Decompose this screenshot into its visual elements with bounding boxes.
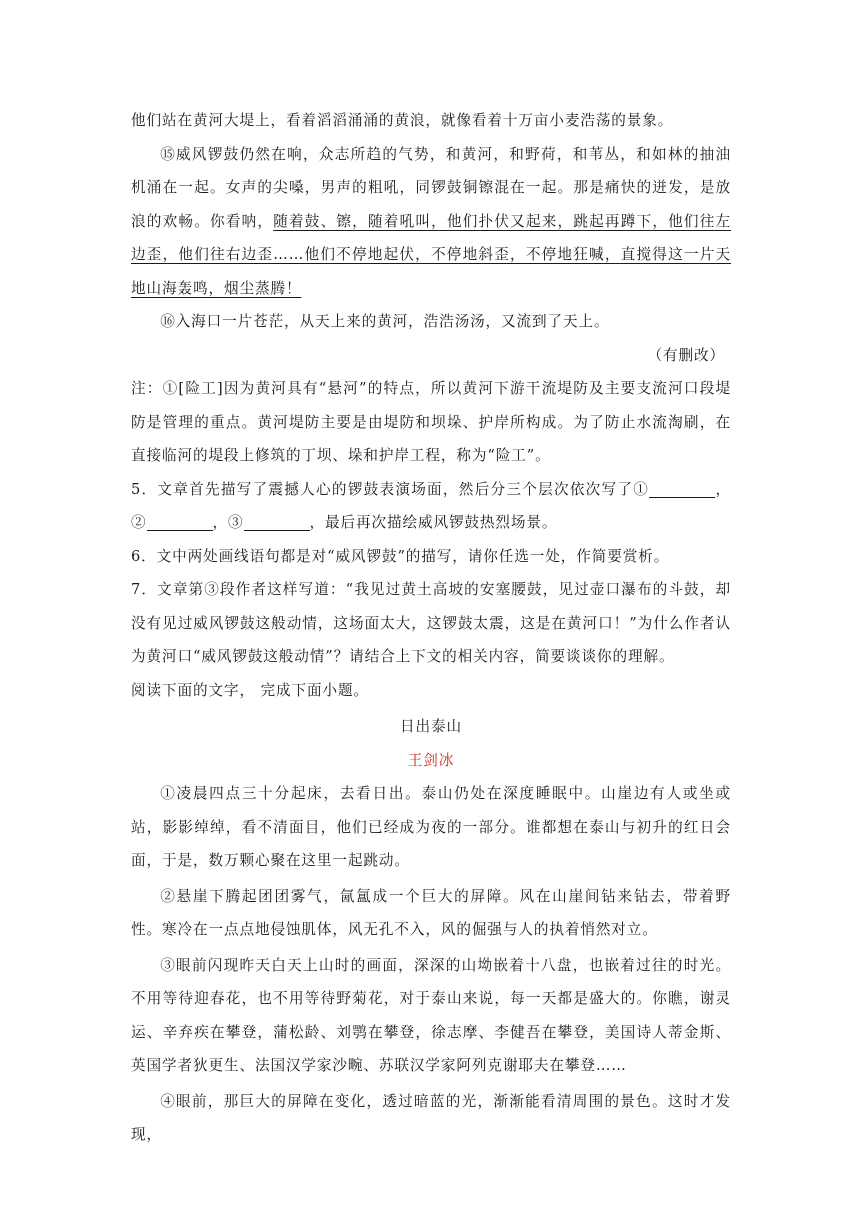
blank-marker-3: ③ (228, 514, 244, 531)
question-6: 6．文中两处画线语句都是对“威风锣鼓”的描写，请你任选一处，作简要赏析。 (131, 547, 670, 565)
question-5-text: 5．文章首先描写了震撼人心的锣鼓表演场面，然后分三个层次依次写了 (131, 480, 634, 498)
document-body (131, 104, 731, 1152)
passage2-paragraph-2: ②悬崖下腾起团团雾气，氤氲成一个巨大的屏障。风在山崖间钻来钻去，带着野性。寒冷在一点点地侵蚀肌体，风无孔不入，风的倔强与人的执着悄然对立。 (131, 887, 731, 938)
source-note: （有删改） (647, 346, 725, 364)
question-5 (131, 473, 731, 540)
passage2-paragraph-1: ①凌晨四点三十分起床，去看日出。泰山仍处在深度睡眠中。山崖边有人或坐或站，影影绰绰，看不清面目，他们已经成为夜的一部分。谁都想在泰山与初升的红日会面，于是，数万颗心聚在这里一起跳动。 (131, 785, 731, 869)
answer-blank-1[interactable] (649, 482, 715, 498)
answer-blank-3[interactable] (244, 515, 310, 531)
passage-author: 王剑冰 (407, 751, 455, 769)
paragraph-intro: 他们站在黄河大堤上，看着滔滔涌涌的黄浪，就像看着十万亩小麦浩荡的景象。 (131, 112, 674, 129)
blank-marker-1: ① (633, 480, 650, 498)
question-5-comma-1: ， (715, 480, 732, 498)
passage-title: 日出泰山 (400, 718, 462, 735)
question-5-end: ，最后再次描绘威风锣鼓热烈场景。 (309, 514, 558, 531)
answer-blank-2[interactable] (147, 515, 213, 531)
reading-instruction: 阅读下面的文字， 完成下面小题。 (131, 681, 369, 699)
footnote: 注：①[险工]因为黄河具有“悬河”的特点，所以黄河下游干流堤防及主要支流河口段堤防是管理的重点。黄河堤防主要是由堤防和坝垛、护岸所构成。为了防止水流淘刷，在直接临河的堤段上修筑的丁坝、垛和护岸工程，称为“险工”。 (131, 380, 731, 464)
question-5-comma-2: ， (212, 514, 228, 531)
question-7: 7．文章第③段作者这样写道：“我见过黄土高坡的安塞腰鼓，见过壶口瀑布的斗鼓，却没有见过威风锣鼓这般动情，这场面太大，这锣鼓太震，这是在黄河口！”为什么作者认为黄河口“威风锣鼓这般动情”？请结合上下文的相关内容，简要谈谈你的理解。 (131, 581, 731, 665)
paragraph-15-text: ⑮威风锣鼓仍然在响，众志所趋的气势，和黄河，和野荷，和苇丛，和如林的抽油机涌在一起。女声的尖嗓，男声的粗吼，同锣鼓铜镲混在一起。那是痛快的迸发，是放浪的欢畅。你看呐， (131, 145, 731, 230)
underlined-sentence-2: 直搅得这一片天地山海轰鸣，烟尘蒸腾！ (131, 246, 731, 297)
passage2-paragraph-3: ③眼前闪现昨天白天上山时的画面，深深的山坳嵌着十八盘，也嵌着过往的时光。不用等待迎春花，也不用等待野菊花，对于泰山来说，每一天都是盛大的。你瞧，谢灵运、辛弃疾在攀登，蒲松龄、刘鹗在攀登，徐志摩、李健吾在攀登，美国诗人蒂金斯、英国学者狄更生、法国汉学家沙畹、苏联汉学家阿列克谢耶夫在攀登…… (131, 956, 731, 1074)
passage2-paragraph-4: ④眼前，那巨大的屏障在变化，透过暗蓝的光，渐渐能看清周围的景色。这时才发现， (131, 1092, 731, 1143)
paragraph-16: ⑯入海口一片苍茫，从天上来的黄河，浩浩汤汤，又流到了天上。 (160, 313, 610, 330)
underlined-sentence-1: 随着鼓、镲，随着吼叫，他们扑伏又起来，跳起再蹲下，他们往左边歪，他们往右边歪……他们不停地起伏，不停地斜歪，不停地狂喊， (131, 212, 731, 263)
paragraph-15 (131, 138, 731, 306)
blank-marker-2: ② (131, 514, 147, 531)
